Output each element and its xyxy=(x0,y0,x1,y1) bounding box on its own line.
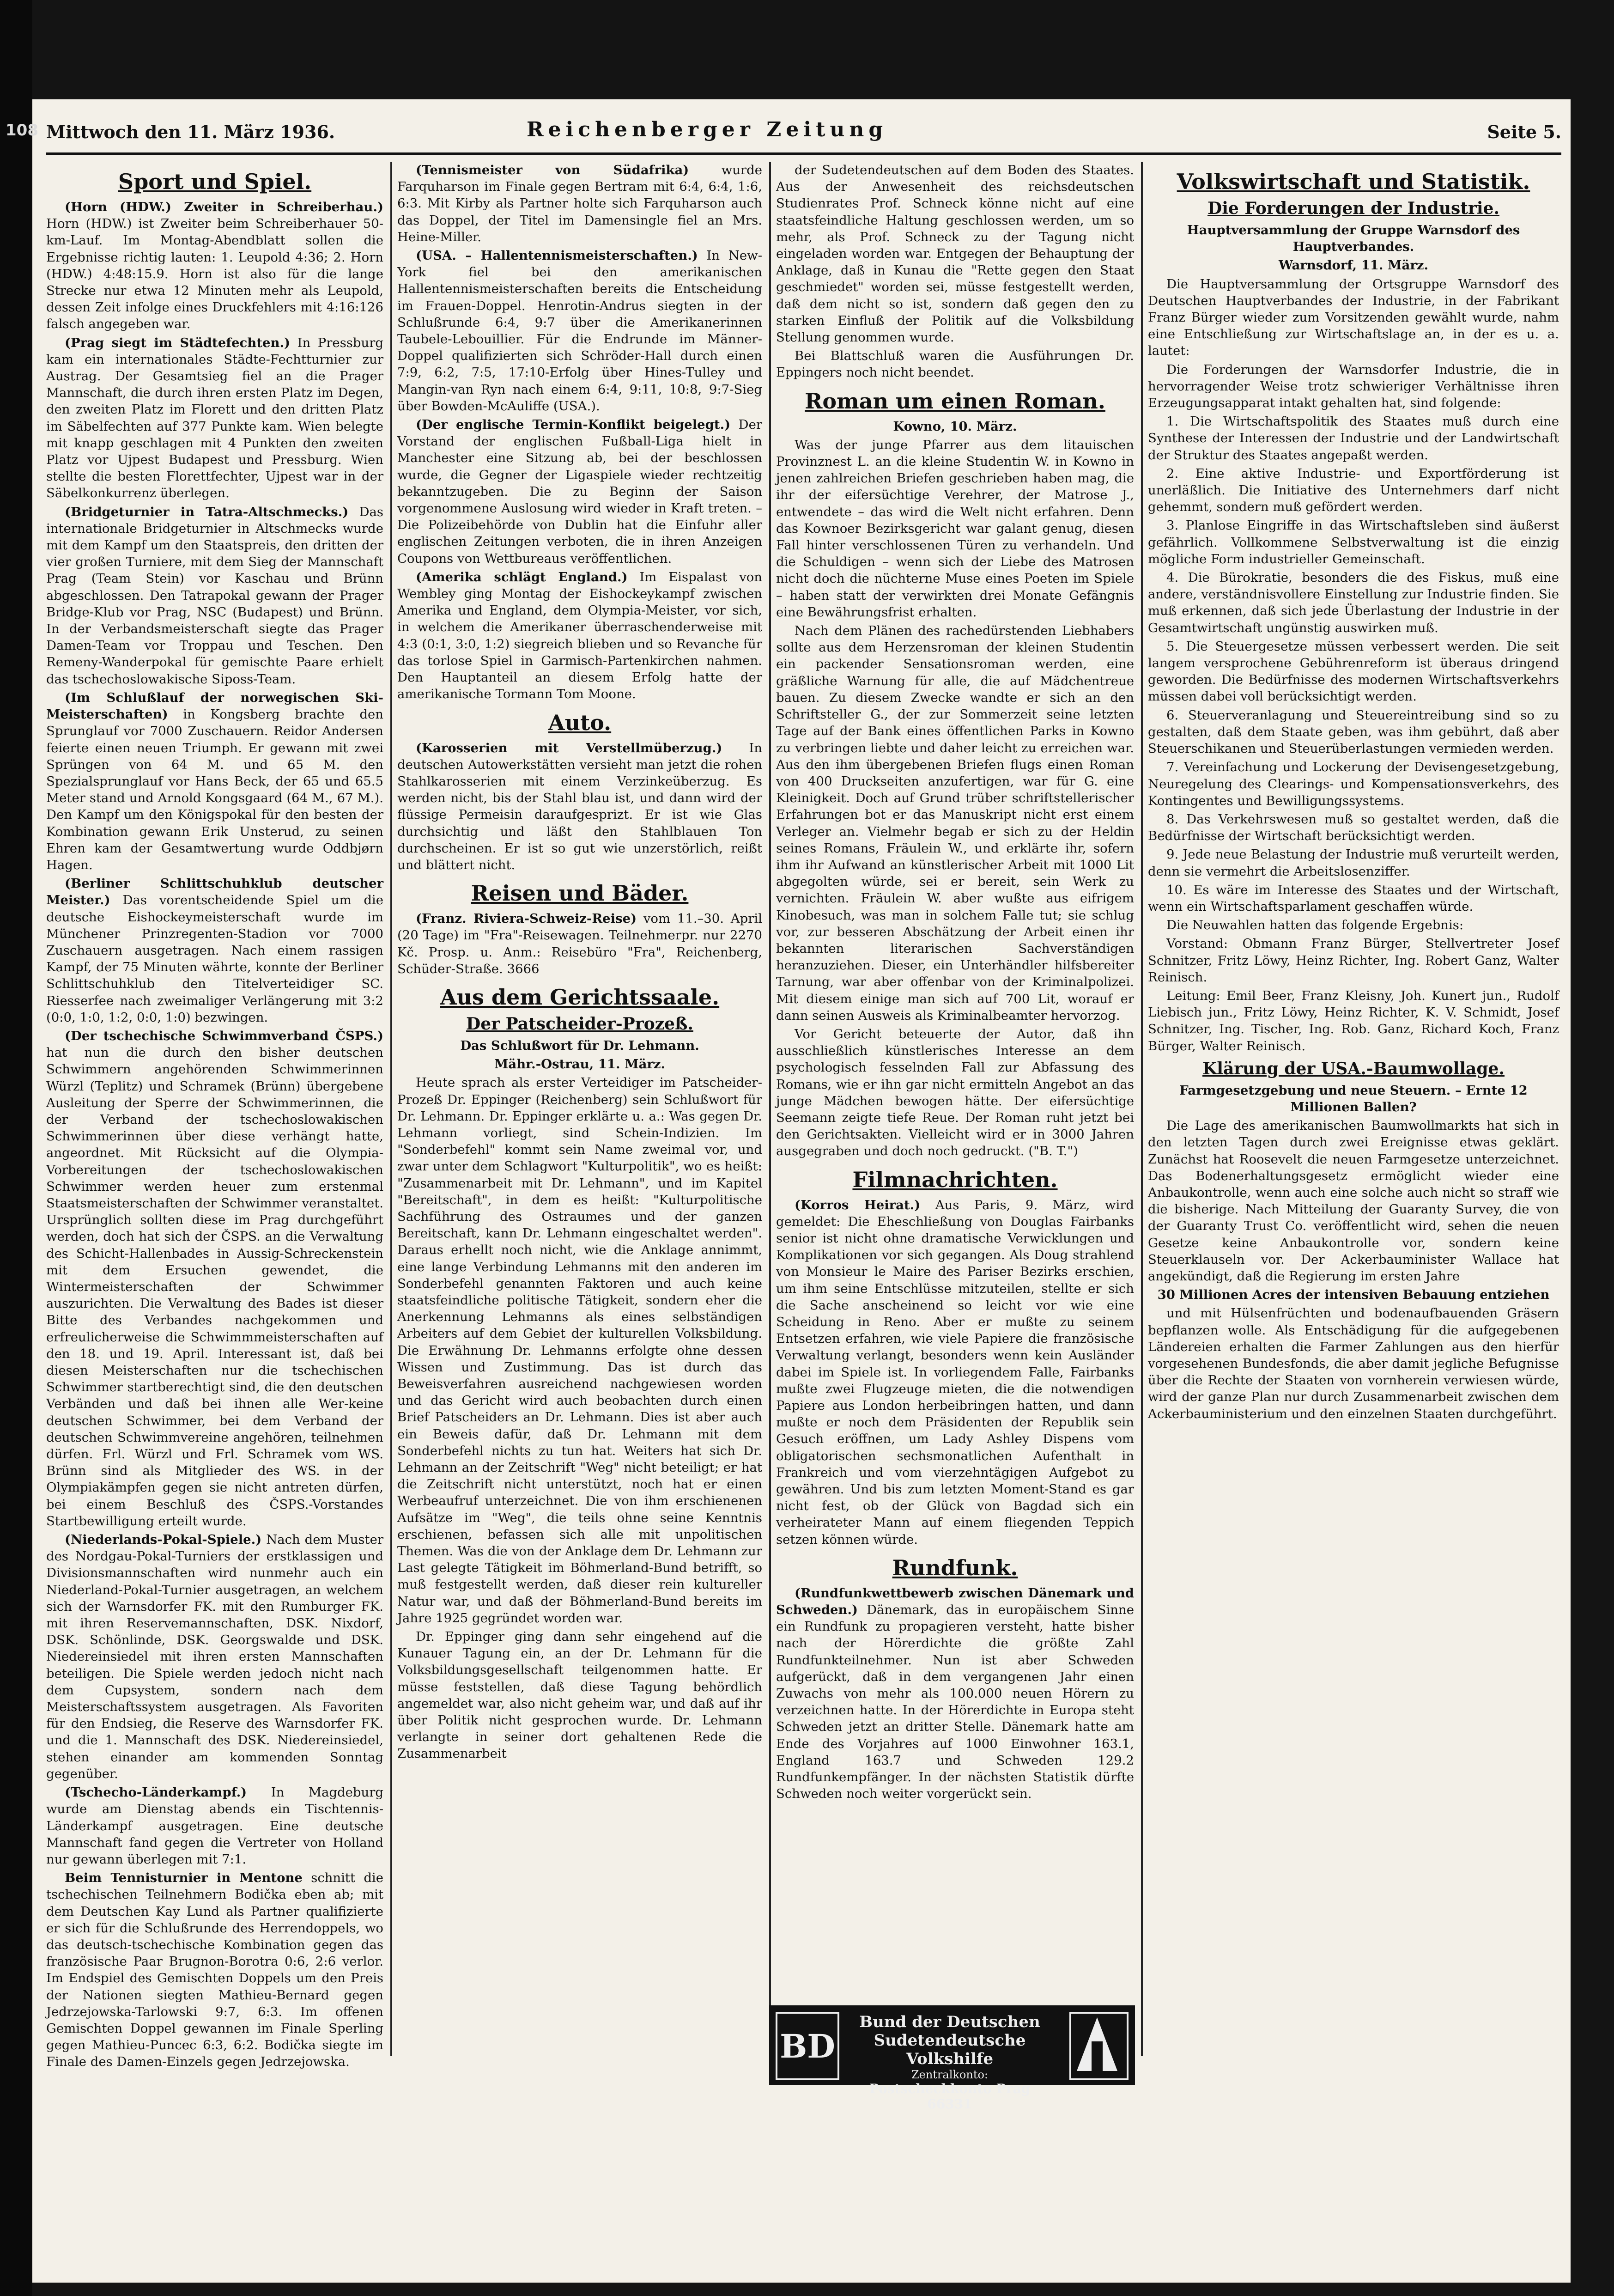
article xyxy=(776,1585,1134,1803)
demand-item: 3. Planlose Eingriffe in das Wirtschaftsleben sind äußerst gefährlich. Vollkommene Selbstverwaltung ist die einzig mögliche Form industrieller Gemeinschaft. xyxy=(1148,518,1559,566)
article xyxy=(776,1197,1134,1548)
ad-line: Bund der Deutschen xyxy=(859,2013,1040,2031)
article xyxy=(397,910,762,977)
article-paragraph: Die Lage des amerikanischen Baumwollmarkts hat sich in den letzten Tagen durch zwei Ereignisse etwas geklärt. Zunächst hat Roosevelt die neuen Farmgesetze unterzeichnet. Das Bodenerhaltungsgesetz ermöglicht wieder eine Anbaukontrolle, wenn auch eine solche auch nicht so straff wie die bisherige. Nach Mitteilung der Guaranty Survey, die von der Guaranty Trust Co. veröffentlicht wird, sehen die neuen Gesetze keine Anbaukontrolle vor, sondern keine Steuerklauseln vor. Der Ackerbauminister Wallace hat angekündigt, daß die Regierung im ersten Jahre xyxy=(1148,1118,1559,1284)
article xyxy=(46,504,383,688)
demand-item: 7. Vereinfachung und Lockerung der Devisengesetzgebung, Neuregelung des Clearings- und Kompensationsverkehrs, des Kontingentes und Bewilligungssystems. xyxy=(1148,760,1559,808)
article-lead: (Amerika schlägt England.) xyxy=(416,569,628,585)
ad-line: Postscheckkonto Prag 66331 xyxy=(869,2081,1031,2112)
bd-logo: BD xyxy=(776,2012,839,2080)
article-paragraph: Heute sprach als erster Verteidiger im Patscheider-Prozeß Dr. Eppinger (Reichenberg) sein Schlußwort für Dr. Lehmann. Dr. Eppinger erklärte u. a.: Was gegen Dr. Lehmann vorliegt, sind Schein-Indizien. Im "Sonderbefehl" kommt sein Name zweimal vor, und zwar unter dem Schlagwort "Kulturpolitik", wo es heißt: "Zusammenarbeit mit Dr. Lehmann", und im Kapitel "Bereitschaft", in dem es heißt: "Kulturpolitische Sachführung des Ostraumes und der ganzen Bereitschaft, kann Dr. Lehmann eingeschaltet werden". Daraus erhellt noch nicht, wie die Anklage annimmt, eine lange Verbindung Lehmanns mit den anderen im Sonderbefehl genannten Faktoren und auch keine staatsfeindliche politische Tätigkeit, sondern eher die Anerkennung Lehmanns als eines selbständigen Arbeiters auf dem Gebiet der kulturellen Volksbildung. Die Erwähnung Dr. Lehmanns erfolgte ohne dessen Wissen und Zustimmung. Das ist durch das Beweisverfahren ausreichend nachgewiesen worden und das Gericht wird auch beobachten durch einen Brief Patscheiders an Dr. Lehmann. Dies ist aber auch ein Beweis dafür, daß Dr. Lehmann mit dem Sonderbefehl nichts zu tun hat. Weiters hat sich Dr. Lehmann an der Zeitschrift "Weg" nicht beteiligt; er hat die Zeitschrift nicht unterstützt, noch hat er einen Werbeaufruf unterzeichnet. Die von ihm erschienenen Aufsätze im "Weg", die teils ohne seine Kenntnis erschienen, befassen sich alle mit unpolitischen Themen. Was die von der Anklage dem Dr. Lehmann zur Last gelegte Tätigkeit im Böhmerland-Bund betrifft, so muß festgestellt werden, daß dieser rein kultureller Natur war, und daß der Böhmerland-Bund bereits im Jahre 1925 gegründet worden war. xyxy=(397,1075,762,1626)
article xyxy=(46,1784,383,1868)
article-paragraph: Was der junge Pfarrer aus dem litauischen Provinznest L. an die kleine Studentin W. in Kowno in jenen zahlreichen Briefen geschrieben haben mag, die ihr der eifersüchtige Verehrer, der Matrose J., entwendete – das wird die Welt nicht erfahren. Denn das Kownoer Bezirksgericht war galant genug, diesen Fall hinter verschlossenen Türen zu verhandeln. Und die Schuldigen – wenn sich der Liebe des Matrosen nicht doch die nüchterne Muse eines Poeten im Spiele – haben statt der verwirkten drei Monate Gefängnis eine Bewährungsfrist erhalten. xyxy=(776,437,1134,620)
article-text: in Kongsberg brachte den Sprunglauf vor 7000 Zuschauern. Reidor Andersen feierte einen neuen Triumph. Er gewann mit zwei Sprüngen von 64 M. und 65 M. den Spezialsprunglauf vor Hans Beck, der 65 und 65.5 Meter stand und Arnold Kongsgaard (64 M., 67 M.). Den Kampf um den Königspokal für den besten der Kombination gewann Erik Unsterud, zu seinen Ehren kam der Gesamtwertung wurde Oddbjørn Hagen. xyxy=(46,707,383,872)
article-text: In Magdeburg wurde am Dienstag abends ein Tischtennis-Länderkampf ausgetragen. Eine deutsche Mannschaft fand gegen die Vertreter von Holland nur gewann überlegen mit 7:1. xyxy=(46,1785,383,1867)
article-subheadline: Hauptversammlung der Gruppe Warnsdorf des Hauptverbandes. xyxy=(1187,223,1520,255)
article-text: Der Vorstand der englischen Fußball-Liga hielt in Manchester eine Sitzung ab, bei der beschlossen wurde, die Gegner der Ligaspiele wieder rechtzeitig bekanntzugeben. Die zu Beginn der Saison vorgenommene Auslosung wird wieder in Kraft treten. – Die Polizeibehörde von Dublin hat die Einfuhr aller englischen Zeitungen verboten, die in ihren Anzeigen Coupons von Wettbureaus veröffentlichen. xyxy=(397,417,762,566)
demand-item: 9. Jede neue Belastung der Industrie muß verurteilt werden, denn sie vermehrt die Arbeitslosenziffer. xyxy=(1148,847,1559,879)
article-paragraph: Die Forderungen der Warnsdorfer Industrie, die in hervorragender Weise trotz schwieriger Verhältnisse ihren Erzeugungsapparat intakt gehalten hat, sind folgende: xyxy=(1148,362,1559,411)
article xyxy=(46,875,383,1026)
demand-item: 4. Die Bürokratie, besonders die des Fiskus, muß eine andere, verständnisvollere Einstellung zur Industrie finden. Sie muß erkennen, daß sich jede Überlastung der Industrie in der Gesamtwirtschaft ungünstig auswirken muß. xyxy=(1148,570,1559,635)
article-text: Aus Paris, 9. März, wird gemeldet: Die Eheschließung von Douglas Fairbanks senior ist nicht ohne dramatische Verwicklungen und Komplikationen vor sich gegangen. Als Doug strahlend von Monsieur le Maire des Pariser Bezirks erschien, um ihm seine Entschlüsse mitzuteilen, stellte er sich die Sache anscheinend so leicht vor wie eine Scheidung in Reno. Aber er mußte zu seinem Entsetzen erfahren, wie viele Papiere die französische Verwaltung verlangt, besonders wenn kein Ausländer dabei im Spiele ist. In vorliegendem Falle, Fairbanks mußte zwei Flugzeuge mieten, die die notwendigen Papiere aus London herbeibringen hatten, und dann mußte er noch dem Präsidenten der Republik sein Gesuch eröffnen, um Lady Ashley Dispens vom obligatorischen sechsmonatlichen Aufenthalt in Frankreich und vom vierzehntägigen Aufgebot zu gewähren. Und bis zum letzten Moment-Stand es gar nicht fest, ob der Glück von Bagdad sich ein verheirateter Mann auf einem fliegenden Teppich setzen können würde. xyxy=(776,1197,1134,1547)
article-subheadline: 30 Millionen Acres der intensiven Bebauung entziehen xyxy=(1157,1287,1550,1303)
ad-line: Sudetendeutsche Volkshilfe xyxy=(874,2031,1026,2068)
article-lead: (Karosserien mit Verstellmüberzug.) xyxy=(416,740,722,755)
section-heading: Rundfunk. xyxy=(892,1555,1018,1580)
article-lead: (Berliner Schlittschuhklub deutscher Meister.) xyxy=(46,876,383,908)
section-heading: Sport und Spiel. xyxy=(118,169,312,194)
column-divider xyxy=(769,162,771,2056)
article-text: In New-York fiel bei den amerikanischen Hallentennismeisterschaften bereits die Entscheidung im Frauen-Doppel. Henrotin-Andrus siegten in der Schlußrunde 6:4, 9:7 über die Amerikanerinnen Taubele-Lebouillier. Für die Endrunde im Männer-Doppel qualifizierten sich Schröder-Hall durch einen 7:9, 6:2, 7:5, 17:10-Erfolg über Hines-Tulley und Mangin-van Ryn nach einem 6:4, 9:11, 10:8, 9:7-Sieg über Bowden-McAuliffe (USA.). xyxy=(397,248,762,414)
page-header xyxy=(46,118,1561,146)
article-paragraph: Die Hauptversammlung der Ortsgruppe Warnsdorf des Deutschen Hauptverbandes der Industrie, in der Fabrikant Franz Bürger wieder zum Vorsitzenden gewählt wurde, nahm eine Entschließung zur Wirtschaftslage an, in der es u. a. lautet: xyxy=(1148,276,1559,359)
article-text: Im Eispalast von Wembley ging Montag der Eishockeykampf zwischen Amerika und England, dem Olympia-Meister, vor sich, in welchem die Amerikaner überraschenderweise mit 4:3 (0:1, 3:0, 1:2) siegreich blieben und so Revanche für das torlose Spiel in Garmisch-Partenkirchen nahmen. Den Hauptanteil an diesem Erfolg hatte der amerikanische Tormann Tom Moone. xyxy=(397,569,762,702)
article xyxy=(46,1028,383,1529)
dateline: Kowno, 10. März. xyxy=(893,419,1017,434)
section-heading: Reisen und Bäder. xyxy=(471,881,689,906)
article-lead: (Horn (HDW.) Zweiter in Schreiberhau.) xyxy=(65,200,383,214)
article-text: In deutschen Autowerkstätten versieht man jetzt die rohen Stahlkarosserien mit einem Verzinkeüberzug. Es werden nicht, bis der Stahl blau ist, und dann wird der flüssige Permeisin daraufgesprizt. Er ist wie Glas durchsichtig und läßt den Stahlblauen Ton durchscheinen. Er ist so gut wie unzerstörlich, reißt und blättert nicht. xyxy=(397,740,762,872)
article-lead: (Niederlands-Pokal-Spiele.) xyxy=(65,1532,262,1547)
column-divider xyxy=(390,162,392,2056)
article xyxy=(397,247,762,414)
article-text: vom 11.–30. April (20 Tage) im "Fra"-Reisewagen. Teilnehmerpr. nur 2270 Kč. Prosp. u. Anm.: Reisebüro "Fra", Reichenberg, Schüder-Straße. 3666 xyxy=(397,911,762,976)
article xyxy=(397,740,762,874)
article-paragraph: Vorstand: Obmann Franz Bürger, Stellvertreter Josef Schnitzer, Fritz Löwy, Heinz Richter, Ing. Robert Ganz, Walter Reinisch. xyxy=(1148,936,1559,985)
column-sport xyxy=(46,162,384,2070)
article-paragraph: Vor Gericht beteuerte der Autor, daß ihn ausschließlich künstlerisches Interesse an dem psychologisch fesselnden Fall zur Abfassung des Romans, wie er ihn gar nicht ermitteln Angebot an das junge Mädchen bewogen hätte. Der eifersüchtige Seemann zeigte tiefe Reue. Der Roman ruht jetzt bei den Gerichtsakten. Vielleicht wird er in 3000 Jahren ausgegraben und doch noch gedruckt. ("B. T.") xyxy=(776,1026,1134,1159)
demand-item: 2. Eine aktive Industrie- und Exportförderung ist unerläßlich. Die Initiative des Unternehmers darf nicht gehemmt, sondern muß gefördert werden. xyxy=(1148,466,1559,515)
article-paragraph: Leitung: Emil Beer, Franz Kleisny, Joh. Kunert jun., Rudolf Liebisch jun., Fritz Löwy, Heinz Richter, K. V. Schmidt, Josef Schnitzer, Ing. Tischer, Ing. Rob. Ganz, Richard Koch, Franz Bürger, Walter Reinisch. xyxy=(1148,988,1559,1054)
demand-item: 5. Die Steuergesetze müssen verbessert werden. Die seit langem versprochene Gebührenreform ist überaus dringend geworden. Die Bedürfnisse des modernen Wirtschaftsverkehrs müssen dabei voll berücksichtigt werden. xyxy=(1148,639,1559,704)
column-divider xyxy=(1141,162,1143,2056)
demand-item: 10. Es wäre im Interesse des Staates und der Wirtschaft, wenn ein Wirtschaftsparlament geschaffen würde. xyxy=(1148,882,1559,914)
article-lead: (Der englische Termin-Konflikt beigelegt.) xyxy=(416,417,731,432)
advertisement-box xyxy=(769,2005,1135,2112)
article-lead: (Bridgeturnier in Tatra-Altschmecks.) xyxy=(65,504,349,519)
article-lead: (Korros Heirat.) xyxy=(795,1197,921,1212)
advertisement-text xyxy=(846,2013,1054,2112)
article-lead: (Tschecho-Länderkampf.) xyxy=(65,1785,247,1800)
dateline: Mähr.-Ostrau, 11. März. xyxy=(494,1057,666,1072)
article-text: Das vorentscheidende Spiel um die deutsche Eishockeymeisterschaft wurde im Münchener Prinzregenten-Stadion vor 7000 Zuschauern ausgetragen. Nach einem rassigen Kampf, der 75 Minuten währte, konnte der Berliner Schlittschuhklub den Titelverteidiger SC. Riesserfee nach zweimaliger Verlängerung mit 3:2 (0:0, 1:0, 1:2, 0:0, 1:0) bezwingen. xyxy=(46,893,384,1025)
article-text: In Pressburg kam ein internationales Städte-Fechtturnier zur Austrag. Der Gesamtsieg fiel an die Prager Mannschaft, die durch ihren ersten Platz im Degen, den zweiten Platz im Florett und den dritten Platz im Säbelfechten auf 377 Punkte kam. Wien belegte mit knapp geschlagen mit 4 Punkten den zweiten Platz vor Ujpest Budapest und Pressburg. Wien stellte die besten Florettfechter, Ujpest war in der Säbelkonkurrenz überlegen. xyxy=(46,335,383,501)
article-subheadline: Das Schlußwort für Dr. Lehmann. xyxy=(460,1038,699,1053)
article-text: Horn (HDW.) ist Zweiter beim Schreiberhauer 50-km-Lauf. Im Montag-Abendblatt sollen die Ergebnisse richtig lauten: 1. Leupold 4:36; 2. Horn (HDW.) 4:48:15.9. Horn ist also für die lange Strecke nur etwa 12 Minuten mehr als Leupold, dessen Zeit infolge eines Druckfehlers mit 4:16:126 falsch angegeben war. xyxy=(46,216,383,332)
dateline: Warnsdorf, 11. März. xyxy=(1278,258,1429,273)
article-headline: Der Patscheider-Prozeß. xyxy=(466,1014,693,1034)
demand-item: 1. Die Wirtschaftspolitik des Staates muß durch eine Synthese der Interessen der Industrie und der Landwirtschaft der Struktur des Staates angepaßt werden. xyxy=(1148,414,1559,463)
article xyxy=(397,569,762,703)
article-lead: (Tennismeister von Südafrika) xyxy=(416,163,689,177)
edge-page-number: 108 xyxy=(6,121,38,140)
article xyxy=(397,416,762,567)
emblem-icon xyxy=(1069,2012,1129,2080)
article-lead: (Prag siegt im Städtefechten.) xyxy=(65,335,291,350)
section-heading: Aus dem Gerichtssaale. xyxy=(440,984,720,1010)
article-headline: Die Forderungen der Industrie. xyxy=(1207,199,1499,218)
article-text: Dänemark, das in europäischem Sinne ein Rundfunk zu propagieren versteht, hatte bisher nach der Hörerdichte die größte Zahl Rundfunkteilnehmer. Nun ist aber Schweden aufgerückt, daß in dem vergangenen Jahr einen Zuwachs von mehr als 100.000 neuen Hörern zu verzeichnen hatte. In der Hörerdichte in Europa steht Schweden jetzt an dritter Stelle. Dänemark hatte am Ende des Vorjahres auf 1000 Einwohner 163.1, England 163.7 und Schweden 129.2 Rundfunkempfänger. In der nächsten Statistik dürfte Schweden noch weiter vorgerückt sein. xyxy=(776,1602,1134,1802)
article xyxy=(46,335,383,502)
article-lead: (Der tschechische Schwimmverband ČSPS.) xyxy=(65,1028,383,1043)
section-heading: Volkswirtschaft und Statistik. xyxy=(1177,169,1530,194)
article-paragraph: Dr. Eppinger ging dann sehr eingehend auf die Kunauer Tagung ein, an der Dr. Lehmann für die Volksbildungsgesellschaft teilgenommen hatte. Er müsse feststellen, daß diese Tagung behördlich angemeldet war, also nicht geheim war, und daß auf ihr über Politik nicht gesprochen wurde. Dr. Lehmann verlangte in seiner dort gehaltenen Rede die Zusammenarbeit xyxy=(397,1629,762,1761)
article-text: hat nun die durch den bisher deutschen Schwimmern angehörenden Schwimmerinnen Würzl (Teplitz) und Schramek (Brünn) übergebene Ausleitung der Sperre der Schwimmerinnen, die der Verband der tschechoslowakischen Schwimmerinnen über diese verhängt hatte, angeordnet. Mit Rücksicht auf die Olympia-Vorbereitungen der tschechoslowakischen Schwimmer werden heuer zum erstenmal Staatsmeisterschaften der Schwimmer veranstaltet. Ursprünglich sollten diese im Prag durchgeführt werden, doch hat sich der ČSPS. an die Verwaltung des Schicht-Hallenbades in Aussig-Schreckenstein mit dem Ersuchen gewendet, die Wintermeisterschaften der Schwimmer auszurichten. Die Verwaltung des Bades ist dieser Bitte des Verbandes nachgekommen und erfreulicherweise die Schwimmmeisterschaften auf den 18. und 19. April. Interessant ist, daß bei diesen Meisterschaften nur die tschechischen Schwimmer startberechtigt sind, die den deutschen Verbänden und daß bei ihnen alle Wer-keine deutschen Schwimmer, bei dem Verband der deutschen Schwimmvereine angehören, teilnehmen dürfen. Frl. Würzl und Frl. Schramek vom WS. Brünn sind als Mitglieder des WS. in der Olympiakämpfen gegen sie nicht antreten dürfen, bei einem Beschluß des ČSPS.-Vorstandes Startbewilligung erteilt wurde. xyxy=(46,1045,383,1529)
column-roman-film xyxy=(776,162,1134,1991)
article xyxy=(46,1531,383,1782)
column-tennis-court xyxy=(397,162,762,2056)
demand-item: 6. Steuerveranlagung und Steuereintreibung sind so zu gestalten, daß dem Staate geben, was ihm gebührt, daß aber Steuerschikanen und Steuerüberlastungen vermieden werden. xyxy=(1148,707,1559,756)
article xyxy=(397,162,762,245)
article-paragraph: der Sudetendeutschen auf dem Boden des Staates. Aus der Anwesenheit des reichsdeutschen Studienrates Prof. Schneck könne nicht auf eine staatsfeindliche Haltung geschlossen werden, um so mehr, als Prof. Schneck zu der Tagung nicht eingeladen worden war. Entgegen der Behauptung der Anklage, daß in Kunau die "Rette gegen den Staat geschmiedet" worden sei, müsse festgestellt werden, daß dem nicht so ist, sondern daß gegen den zu starken Einfluß der Politik auf die Volksbildung Stellung genommen wurde. xyxy=(776,163,1134,345)
article-headline: Klärung der USA.-Baumwollage. xyxy=(1202,1059,1505,1078)
article-paragraph: und mit Hülsenfrüchten und bodenaufbauenden Gräsern bepflanzen wolle. Als Entschädigung für die aufgegebenen Ländereien erhalten die Farmer Zahlungen aus den hierfür vorgesehenen Bundesfonds, die aber damit jegliche Befugnisse über die Rechte der Staaten von vornherein verwiesen würde, wird der ganze Plan nur durch Zusammenarbeit zwischen dem Ackerbauministerium und den einzelnen Staaten durchgeführt. xyxy=(1148,1306,1559,1421)
article-lead: (Rundfunkwettbewerb zwischen Dänemark und Schweden.) xyxy=(776,1585,1134,1618)
section-heading: Roman um einen Roman. xyxy=(805,388,1105,414)
article-lead: (Franz. Riviera-Schweiz-Reise) xyxy=(416,911,637,926)
article-lead: (USA. – Hallentennismeisterschaften.) xyxy=(416,248,698,263)
demand-item: 8. Das Verkehrswesen muß so gestaltet werden, daß die Bedürfnisse der Wirtschaft berücksichtigt werden. xyxy=(1148,811,1559,844)
page-edge xyxy=(0,0,32,2296)
page-label: Seite 5. xyxy=(1487,122,1561,142)
issue-date: Mittwoch den 11. März 1936. xyxy=(46,122,335,142)
newspaper-title: Reichenberger Zeitung xyxy=(527,118,888,141)
header-rule xyxy=(46,152,1561,155)
tennis-articles xyxy=(397,162,762,703)
article xyxy=(46,199,383,333)
article xyxy=(46,1870,383,2070)
article-text: wurde Farquharson im Finale gegen Bertram mit 6:4, 6:4, 1:6, 6:3. Mit Kirby als Partner holte sich Farquharson auch das Doppel, der Titel im Damensingle fiel an Mrs. Heine-Miller. xyxy=(397,163,762,244)
section-heading: Auto. xyxy=(548,710,612,735)
article xyxy=(46,689,383,873)
article-text: schnitt die tschechischen Teilnehmern Bodička eben ab; mit dem Deutschen Kay Lund als Partner qualifizierte er sich für die Schlußrunde des Herrendoppels, wo das deutsch-tschechische Kombination gegen das französische Paar Brugnon-Borotra 0:6, 2:6 verlor. Im Endspiel des Gemischten Doppels um den Preis der Nationen siegten Mathieu-Bernard gegen Jedrzejowska-Tarlowski 9:7, 6:3. Im offenen Gemischten Doppel gewannen im Finale Sperling gegen Mathieu-Puncec 6:3, 6:2. Bodička siegte im Finale des Damen-Einzels gegen Jedrzejowska. xyxy=(46,1870,384,2070)
article-lead: (Im Schlußlauf der norwegischen Ski-Meisterschaften) xyxy=(46,690,383,722)
article-subheadline: Farmgesetzgebung und neue Steuern. – Ernte 12 Millionen Ballen? xyxy=(1179,1083,1528,1115)
article-paragraph: Nach dem Plänen des rachedürstenden Liebhabers sollte aus dem Herzensroman der kleinen Studentin ein packender Sensationsroman werden, eine gräßliche Warnung für alle, die auf Mädchentreue bauen. Zu diesem Zwecke wandte er sich an den Schriftsteller G., der zur Sommerzeit seine letzten Tage auf der Bank eines öffentlichen Parks in Kowno zu verbringen liebte und daher leicht zu erreichen war. Aus den ihm übergebenen Briefen flugs einen Roman von 400 Druckseiten anzufertigen, war für G. eine Kleinigkeit. Doch auf Grund trüber schriftstellerischer Erfahrungen bot er das Manuskript nicht erst einem Verleger an. Vielmehr begab er sich zu der Heldin seines Romans, Fräulein W., und erklärte ihr, sofern ihm ihr Aufwand an künstlerischer Arbeit mit 1000 Lit abgegolten würde, sei er bereit, sein Werk zu vernichten. Fräulein W. aber wußte aus eifrigem Kinobesuch, was man in solchem Falle tut; sie schlug vor, zur besseren Abschätzung der Arbeit einen ihr bekannten literarischen Sachverständigen heranzuziehen. Dieser, ein Unterhändler hilfsbereiter Tarnung, war aber offenbar von der Kriminalpolizei. Mit diesem einige man sich auf 700 Lit, worauf er dann seinen Ausweis als Kriminalbeamter hervorzog. xyxy=(776,623,1134,1023)
column-economy xyxy=(1148,162,1559,2079)
article-text: Nach dem Muster des Nordgau-Pokal-Turniers der erstklassigen und Divisionsmannschaften wird nunmehr auch ein Niederland-Pokal-Turnier ausgetragen, an welchem sich der Warnsdorfer FK. mit den Rumburger FK. mit ihren Reservemannschaften, DSK. Nixdorf, DSK. Schönlinde, DSK. Georgswalde und DSK. Niedereinsiedel mit ihren ersten Mannschaften beteiligen. Die Spiele werden jedoch nicht nach dem Cupsystem, sondern nach dem Meisterschaftssystem ausgetragen. Als Favoriten für den Endsieg, die Reserve des Warnsdorfer FK. und die 1. Mannschaft des DSK. Niedereinsiedel, stehen einander am kommenden Sonntag gegenüber. xyxy=(46,1532,383,1781)
sport-articles xyxy=(46,199,383,2071)
article-lead: Beim Tennisturnier in Mentone xyxy=(65,1870,303,1886)
article-paragraph: Bei Blattschluß waren die Ausführungen Dr. Eppingers noch nicht beendet. xyxy=(776,348,1134,380)
demands-list xyxy=(1148,413,1559,915)
article-paragraph: Die Neuwahlen hatten das folgende Ergebnis: xyxy=(1166,918,1464,933)
section-heading: Filmnachrichten. xyxy=(852,1167,1058,1192)
ad-line: Zentralkonto: xyxy=(911,2068,989,2081)
article-text: Das internationale Bridgeturnier in Altschmecks wurde mit dem Kampf um den Staatspreis, den dritten der vier großen Turniere, mit dem Sieg der Mannschaft Prag (Team Stein) vor Kaschau und Brünn abgeschlossen. Den Tatrapokal gewann der Prager Bridge-Klub vor Prag, NSC (Budapest) und Brünn. In der Verbandsmeisterschaft siegte das Prager Damen-Team vor Troppau und Teschen. Den Remeny-Wanderpokal für gemischte Paare erhielt das tschechoslowakische Siposs-Team. xyxy=(46,504,383,687)
